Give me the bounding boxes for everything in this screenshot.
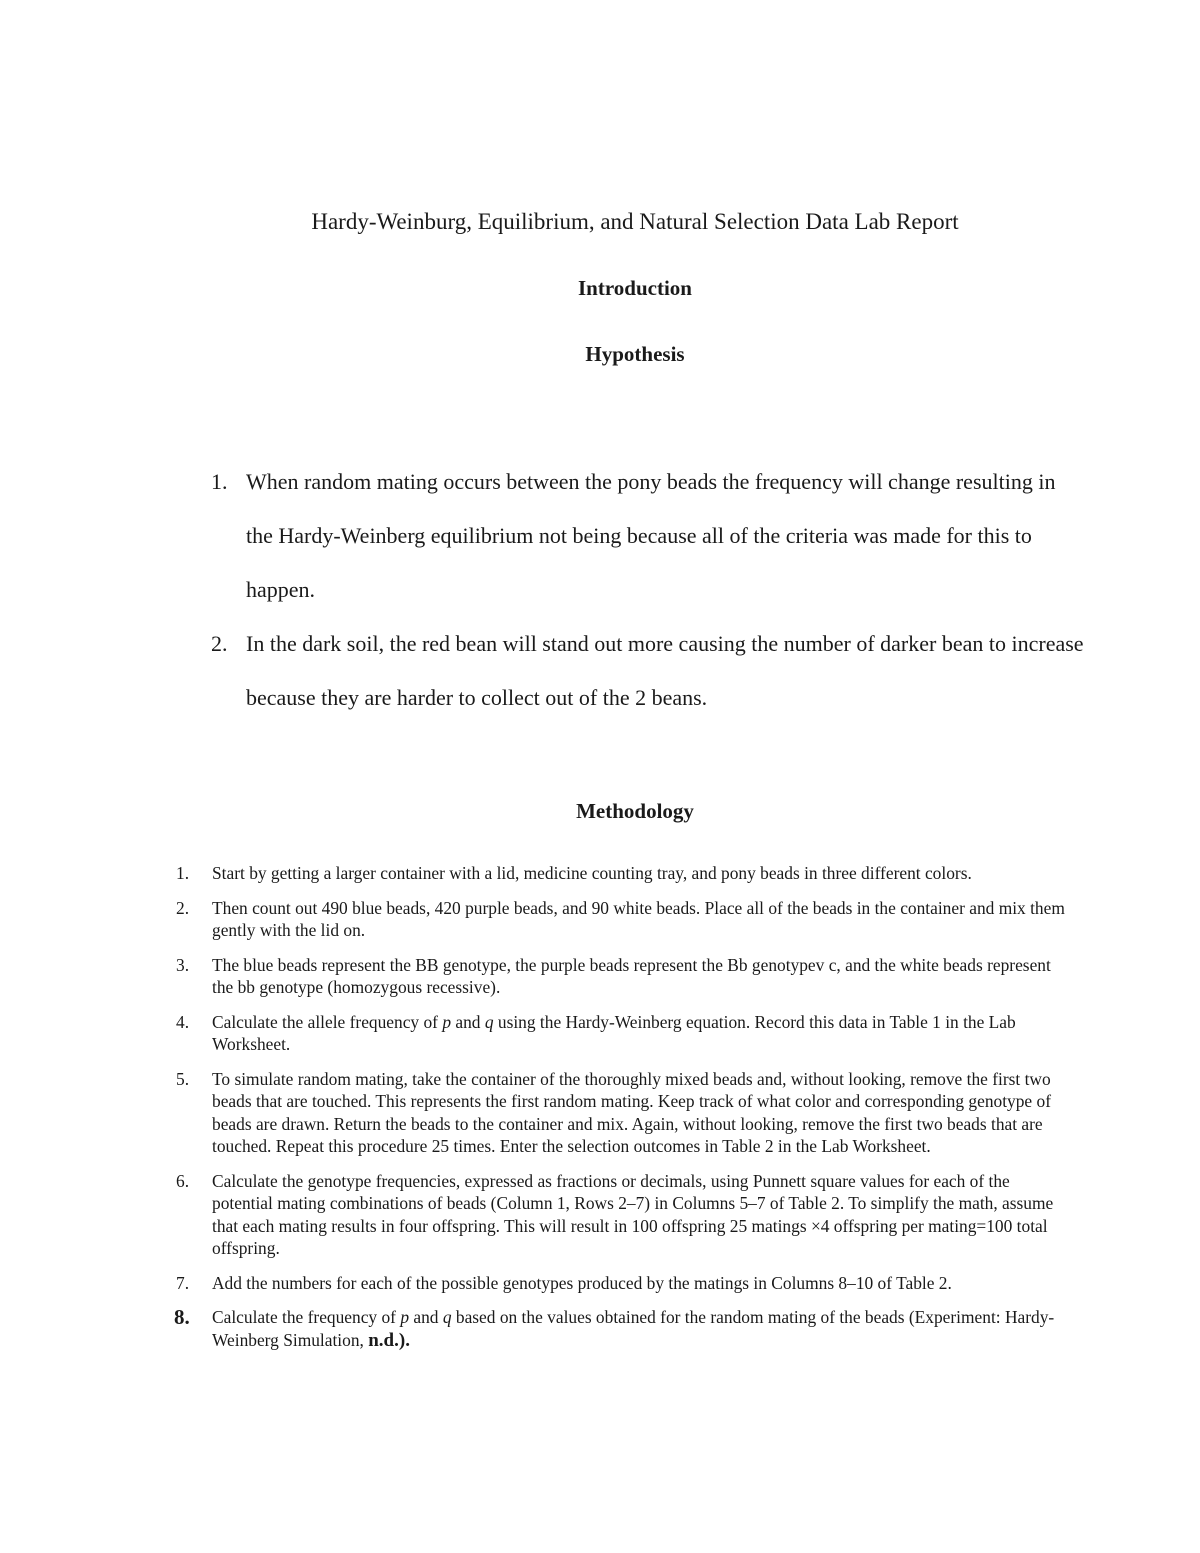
methodology-step bbox=[172, 1306, 1072, 1352]
hypothesis-text: In the dark soil, the red bean will stand out more causing the number of darker bean to increase because they are harder to collect out of the 2 beans. bbox=[246, 631, 1084, 710]
hypothesis-number: 2. bbox=[211, 631, 228, 656]
methodology-step bbox=[172, 1272, 1072, 1295]
methodology-step bbox=[172, 1011, 1072, 1056]
methodology-heading: Methodology bbox=[576, 799, 694, 823]
methodology-list bbox=[172, 862, 1072, 1364]
introduction-heading: Introduction bbox=[578, 276, 692, 300]
variable-q: q bbox=[442, 1307, 452, 1327]
step-text: Then count out 490 blue beads, 420 purple beads, and 90 white beads. Place all of the beads in the container and mix them gently with the lid on. bbox=[212, 897, 1065, 940]
step-number: 6. bbox=[176, 1170, 190, 1191]
step-number: 1. bbox=[176, 863, 190, 883]
hypothesis-item bbox=[206, 455, 1086, 617]
step-text-part: and bbox=[409, 1307, 443, 1327]
hypothesis-text: When random mating occurs between the pony beads the frequency will change resulting in the Hardy-Weinberg equilibrium not being because all of the criteria was made for this to happen. bbox=[246, 469, 1056, 602]
step-number: 4. bbox=[176, 1011, 190, 1032]
methodology-step bbox=[172, 897, 1072, 942]
methodology-step bbox=[172, 862, 1072, 885]
methodology-step bbox=[172, 1068, 1072, 1158]
step-number: 8. bbox=[174, 1305, 190, 1329]
step-text-part: and bbox=[451, 1011, 485, 1032]
variable-p: p bbox=[442, 1011, 452, 1032]
step-text: Start by getting a larger container with a lid, medicine counting tray, and pony beads in three different colors. bbox=[212, 863, 972, 883]
step-text: Add the numbers for each of the possible genotypes produced by the matings in Columns 8–10 of Table 2. bbox=[212, 1272, 952, 1293]
variable-q: q bbox=[484, 1011, 494, 1032]
methodology-step bbox=[172, 1170, 1072, 1260]
step-text: The blue beads represent the BB genotype, the purple beads represent the Bb genotypev c, and the white beads represent the bb genotype (homozygous recessive). bbox=[212, 954, 1051, 997]
hypothesis-heading: Hypothesis bbox=[585, 342, 685, 366]
step-text-part: based on the values obtained for the random mating of the beads (Experiment: Hardy-Weinberg Simulation, bbox=[212, 1307, 1055, 1350]
step-number: 7. bbox=[176, 1272, 190, 1293]
step-text: Calculate the genotype frequencies, expressed as fractions or decimals, using Punnett square values for each of the potential mating combinations of beads (Column 1, Rows 2–7) in Columns 5–7 of Table 2. To simplify the math, assume that each mating results in four offspring. This will result in 100 offspring 25 matings ×4 offspring per mating=100 total offspring. bbox=[212, 1170, 1054, 1258]
variable-p: p bbox=[400, 1307, 410, 1327]
hypothesis-number: 1. bbox=[211, 469, 228, 494]
methodology-step bbox=[172, 954, 1072, 999]
step-number: 3. bbox=[176, 954, 190, 975]
step-text-part: using the Hardy-Weinberg equation. Record this data in Table 1 in the Lab Worksheet. bbox=[212, 1011, 1016, 1054]
step-text-part: Calculate the allele frequency of bbox=[212, 1011, 443, 1032]
step-text-part: Calculate the frequency of bbox=[212, 1307, 401, 1327]
citation-date: n.d.). bbox=[368, 1329, 410, 1351]
hypothesis-item bbox=[206, 617, 1086, 725]
document-title: Hardy-Weinburg, Equilibrium, and Natural Selection Data Lab Report bbox=[311, 209, 959, 234]
step-number: 5. bbox=[176, 1068, 190, 1089]
step-text: To simulate random mating, take the container of the thoroughly mixed beads and, without looking, remove the first two beads that are touched. This represents the first random mating. Keep track of what color and corresponding genotype of beads are drawn. Return the beads to the container and mix. Again, without looking, remove the first two beads that are touched. Repeat this procedure 25 times. Enter the selection outcomes in Table 2 in the Lab Worksheet. bbox=[212, 1068, 1051, 1156]
hypothesis-list bbox=[206, 455, 1086, 725]
step-number: 2. bbox=[176, 897, 190, 918]
